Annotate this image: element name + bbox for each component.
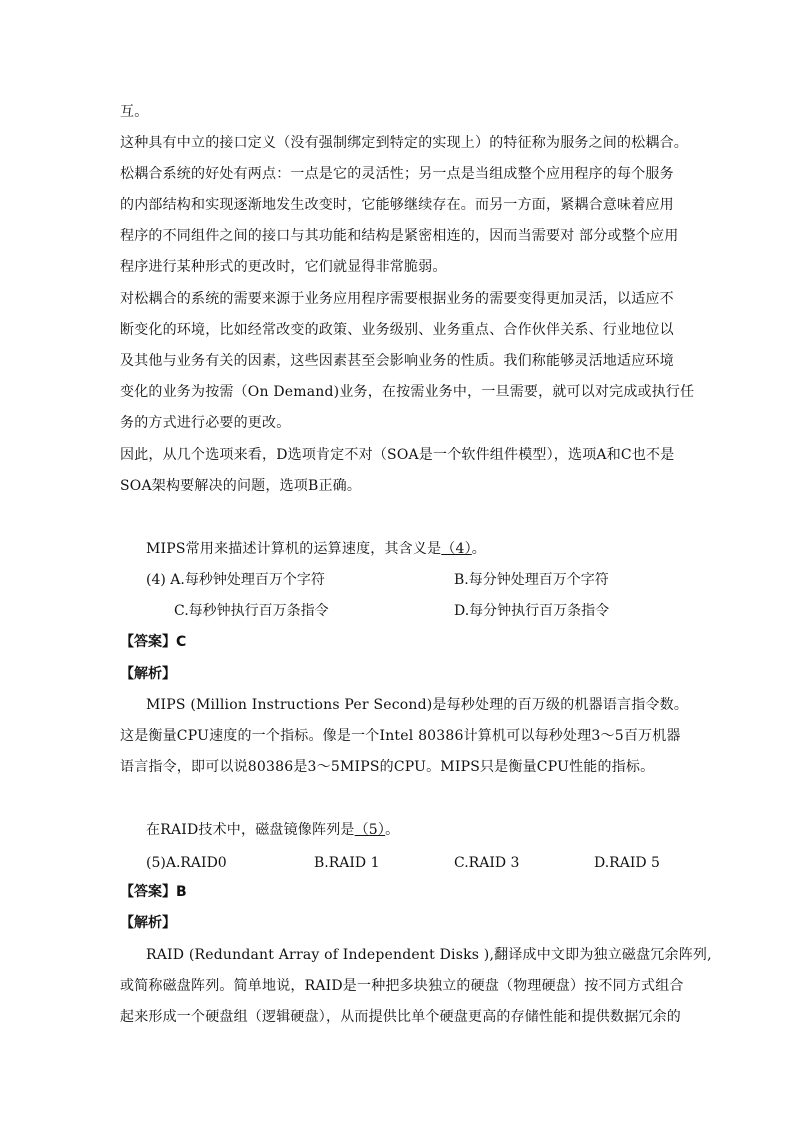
text-line: 断变化的环境，比如经常改变的政策、业务级别、业务重点、合作伙伴关系、行业地位以 [120,322,674,338]
option-b: B.每分钟处理百万个字符 [454,572,609,588]
question-stem [146,821,399,839]
option-d: D.每分钟执行百万条指令 [454,603,610,619]
option-a: (4) A.每秒钟处理百万个字符 [146,572,325,588]
analysis-line: MIPS (Million Instructions Per Second)是每秒处理的百万级的机器语言指令数。 [146,697,689,713]
question-stem [146,540,486,558]
analysis-line: 起来形成一个硬盘组（逻辑硬盘），从而提供比单个硬盘更高的存储性能和提供数据冗余的 [120,1009,681,1025]
analysis-line: 这是衡量CPU速度的一个指标。像是一个Intel 80386计算机可以每秒处理3～5百万机器 [120,728,681,744]
text-line: 互。 [120,104,149,120]
text-line: 松耦合系统的好处有两点：一点是它的灵活性；另一点是当组成整个应用程序的每个服务 [120,166,674,182]
text-line: 及其他与业务有关的因素，这些因素甚至会影响业务的性质。我们称能够灵活地适应环境 [120,353,674,369]
analysis-line: RAID (Redundant Array of Independent Disks ),翻译成中文即为独立磁盘冗余阵列, [146,947,712,963]
analysis-line: 或简称磁盘阵列。简单地说，RAID是一种把多块独立的硬盘（物理硬盘）按不同方式组合 [120,978,684,994]
option-c: C.RAID 3 [454,855,520,871]
option-a: (5)A.RAID0 [146,855,227,871]
question-text: MIPS常用来描述计算机的运算速度，其含义是 [146,541,442,557]
question-punct: 。 [385,822,400,838]
text-line: 务的方式进行必要的更改。 [120,415,291,431]
text-line: 对松耦合的系统的需要来源于业务应用程序需要根据业务的需要变得更加灵活，以适应不 [120,291,674,307]
question-text: 在RAID技术中，磁盘镜像阵列是 [146,822,355,838]
text-line: SOA架构要解决的问题，选项B正确。 [120,478,362,494]
text-line: 的内部结构和实现逐渐地发生改变时，它能够继续存在。而另一方面，紧耦合意味着应用 [120,197,674,213]
text-line: 程序的不同组件之间的接口与其功能和结构是紧密相连的，因而当需要对 部分或整个应用 [120,228,679,244]
text-line: 变化的业务为按需（On Demand)业务，在按需业务中，一旦需要，就可以对完成或执行任 [120,384,695,400]
option-c: C.每秒钟执行百万条指令 [174,603,329,619]
text-line: 程序进行某种形式的更改时，它们就显得非常脆弱。 [120,259,447,275]
text-line: 因此，从几个选项来看，D选项肯定不对（SOA是一个软件组件模型），选项A和C也不是 [120,447,675,463]
question-blank: （4） [441,541,472,557]
analysis-label: 【解析】 [120,915,176,931]
question-blank: （5） [354,822,386,838]
text-line: 这种具有中立的接口定义（没有强制绑定到特定的实现上）的特征称为服务之间的松耦合。 [120,135,688,151]
option-b: B.RAID 1 [314,855,380,871]
answer-label: 【答案】B [120,884,187,900]
analysis-line: 语言指令，即可以说80386是3～5MIPS的CPU。MIPS只是衡量CPU性能的指标。 [120,759,655,775]
question-punct: 。 [471,541,486,557]
answer-label: 【答案】C [120,634,187,650]
analysis-label: 【解析】 [120,666,176,682]
option-d: D.RAID 5 [594,855,660,871]
